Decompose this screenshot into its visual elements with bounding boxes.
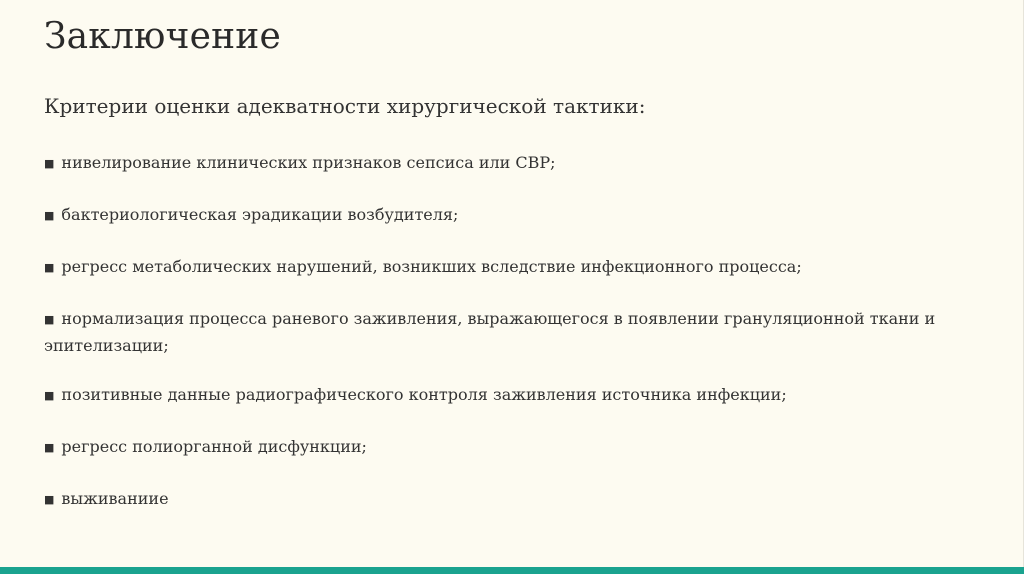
list-item <box>44 150 974 177</box>
bullet-square-icon: ■ <box>44 157 55 170</box>
list-item-text: регресс полиорганной дисфункции; <box>61 437 367 456</box>
bullet-square-icon: ■ <box>44 389 55 402</box>
list-item <box>44 434 974 461</box>
slide-title: Заключение <box>44 16 282 57</box>
list-item <box>44 202 974 229</box>
bullet-square-icon: ■ <box>44 313 55 326</box>
list-item <box>44 486 974 513</box>
footer-accent-bar <box>0 567 1024 574</box>
list-item-text: позитивные данные радиографического контроля заживления источника инфекции; <box>61 385 787 404</box>
list-item-text: бактериологическая эрадикации возбудителя; <box>61 205 459 224</box>
slide-subtitle: Критерии оценки адекватности хирургической тактики: <box>44 94 646 118</box>
list-item-text: нормализация процесса раневого заживления, выражающегося в появлении грануляционной ткани и эпителизации; <box>44 309 936 355</box>
list-item-text: нивелирование клинических признаков сепсиса или СВР; <box>61 153 556 172</box>
list-item <box>44 254 974 281</box>
bullet-square-icon: ■ <box>44 261 55 274</box>
list-item <box>44 382 974 409</box>
list-item-text: регресс метаболических нарушений, возникших вследствие инфекционного процесса; <box>61 257 802 276</box>
list-item-text: выживаниие <box>61 489 169 508</box>
bullet-square-icon: ■ <box>44 493 55 506</box>
bullet-square-icon: ■ <box>44 209 55 222</box>
criteria-list <box>44 150 974 538</box>
list-item <box>44 306 974 359</box>
bullet-square-icon: ■ <box>44 441 55 454</box>
